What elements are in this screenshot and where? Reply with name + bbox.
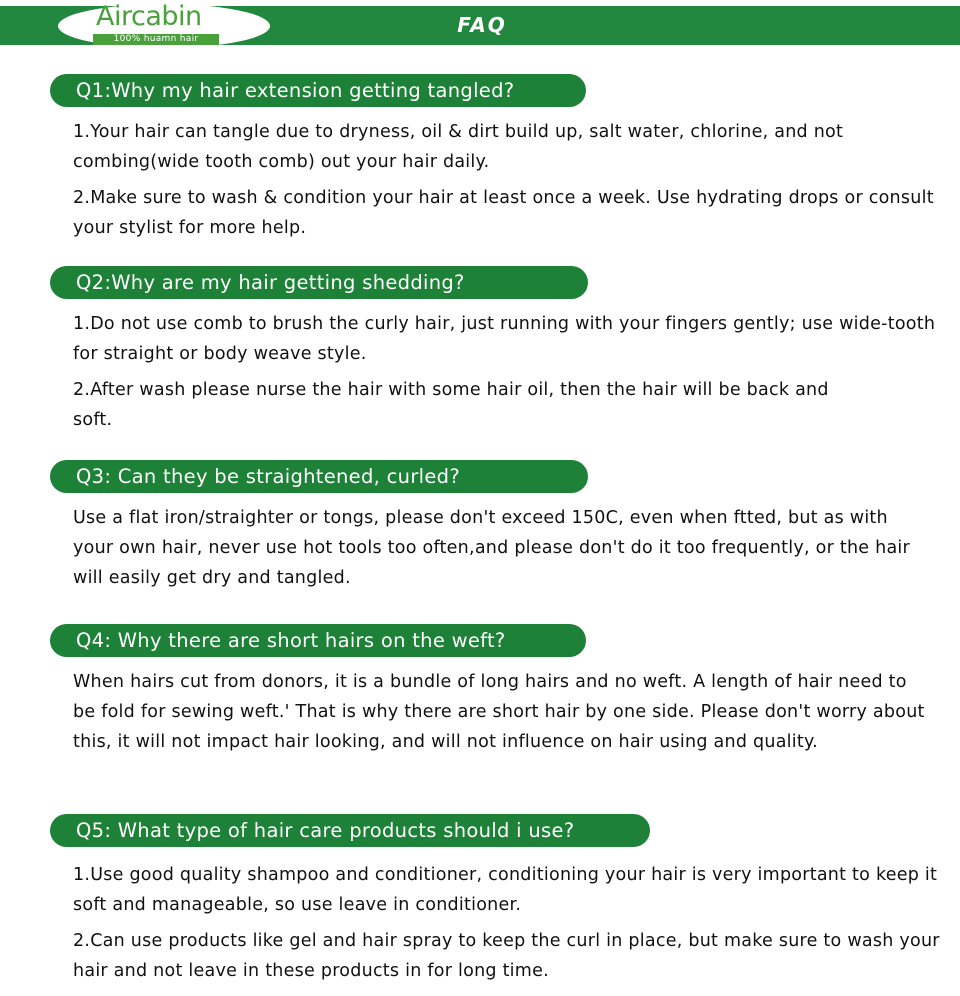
faq-answer-1-1: 1.Your hair can tangle due to dryness, oil & dirt build up, salt water, chlorine, and not combing(wide tooth comb) out your hair daily. <box>73 122 844 172</box>
faq-question-3: Q3: Can they be straightened, curled? <box>50 460 588 493</box>
faq-answer-4: When hairs cut from donors, it is a bundle of long hairs and no weft. A length of hair need to be fold for sewing weft.' That is why there are short hair by one side. Please don't worry about this, it will not impact hair looking, and will not influence on hair using and quality. <box>73 672 925 752</box>
faq-answer-5-2: 2.Can use products like gel and hair spray to keep the curl in place, but make sure to wash your hair and not leave in these products in for long time. <box>73 931 940 981</box>
faq-question-2: Q2:Why are my hair getting shedding? <box>50 266 588 299</box>
faq-answer-2-2: 2.After wash please nurse the hair with some hair oil, then the hair will be back and soft. <box>73 380 829 430</box>
faq-answer-5-1: 1.Use good quality shampoo and conditioner, conditioning your hair is very important to keep it soft and manageable, so use leave in conditioner. <box>73 865 938 915</box>
brand-tagline: 100% huamn hair <box>93 34 219 45</box>
faq-question-5: Q5: What type of hair care products should i use? <box>50 814 650 847</box>
faq-question-4: Q4: Why there are short hairs on the weft? <box>50 624 586 657</box>
faq-answer-1-2: 2.Make sure to wash & condition your hair at least once a week. Use hydrating drops or consult your stylist for more help. <box>73 188 934 238</box>
faq-question-1: Q1:Why my hair extension getting tangled? <box>50 74 586 107</box>
page-title: FAQ <box>457 13 507 37</box>
faq-answer-3: Use a flat iron/straighter or tongs, please don't exceed 150C, even when ftted, but as with your own hair, never use hot tools too often,and please don't do it too frequently, or the hair will easily get dry and tangled. <box>73 508 910 588</box>
brand-logo: Aircabin <box>96 1 202 32</box>
faq-answer-2-1: 1.Do not use comb to brush the curly hair, just running with your fingers gently; use wide-tooth for straight or body weave style. <box>73 314 936 364</box>
